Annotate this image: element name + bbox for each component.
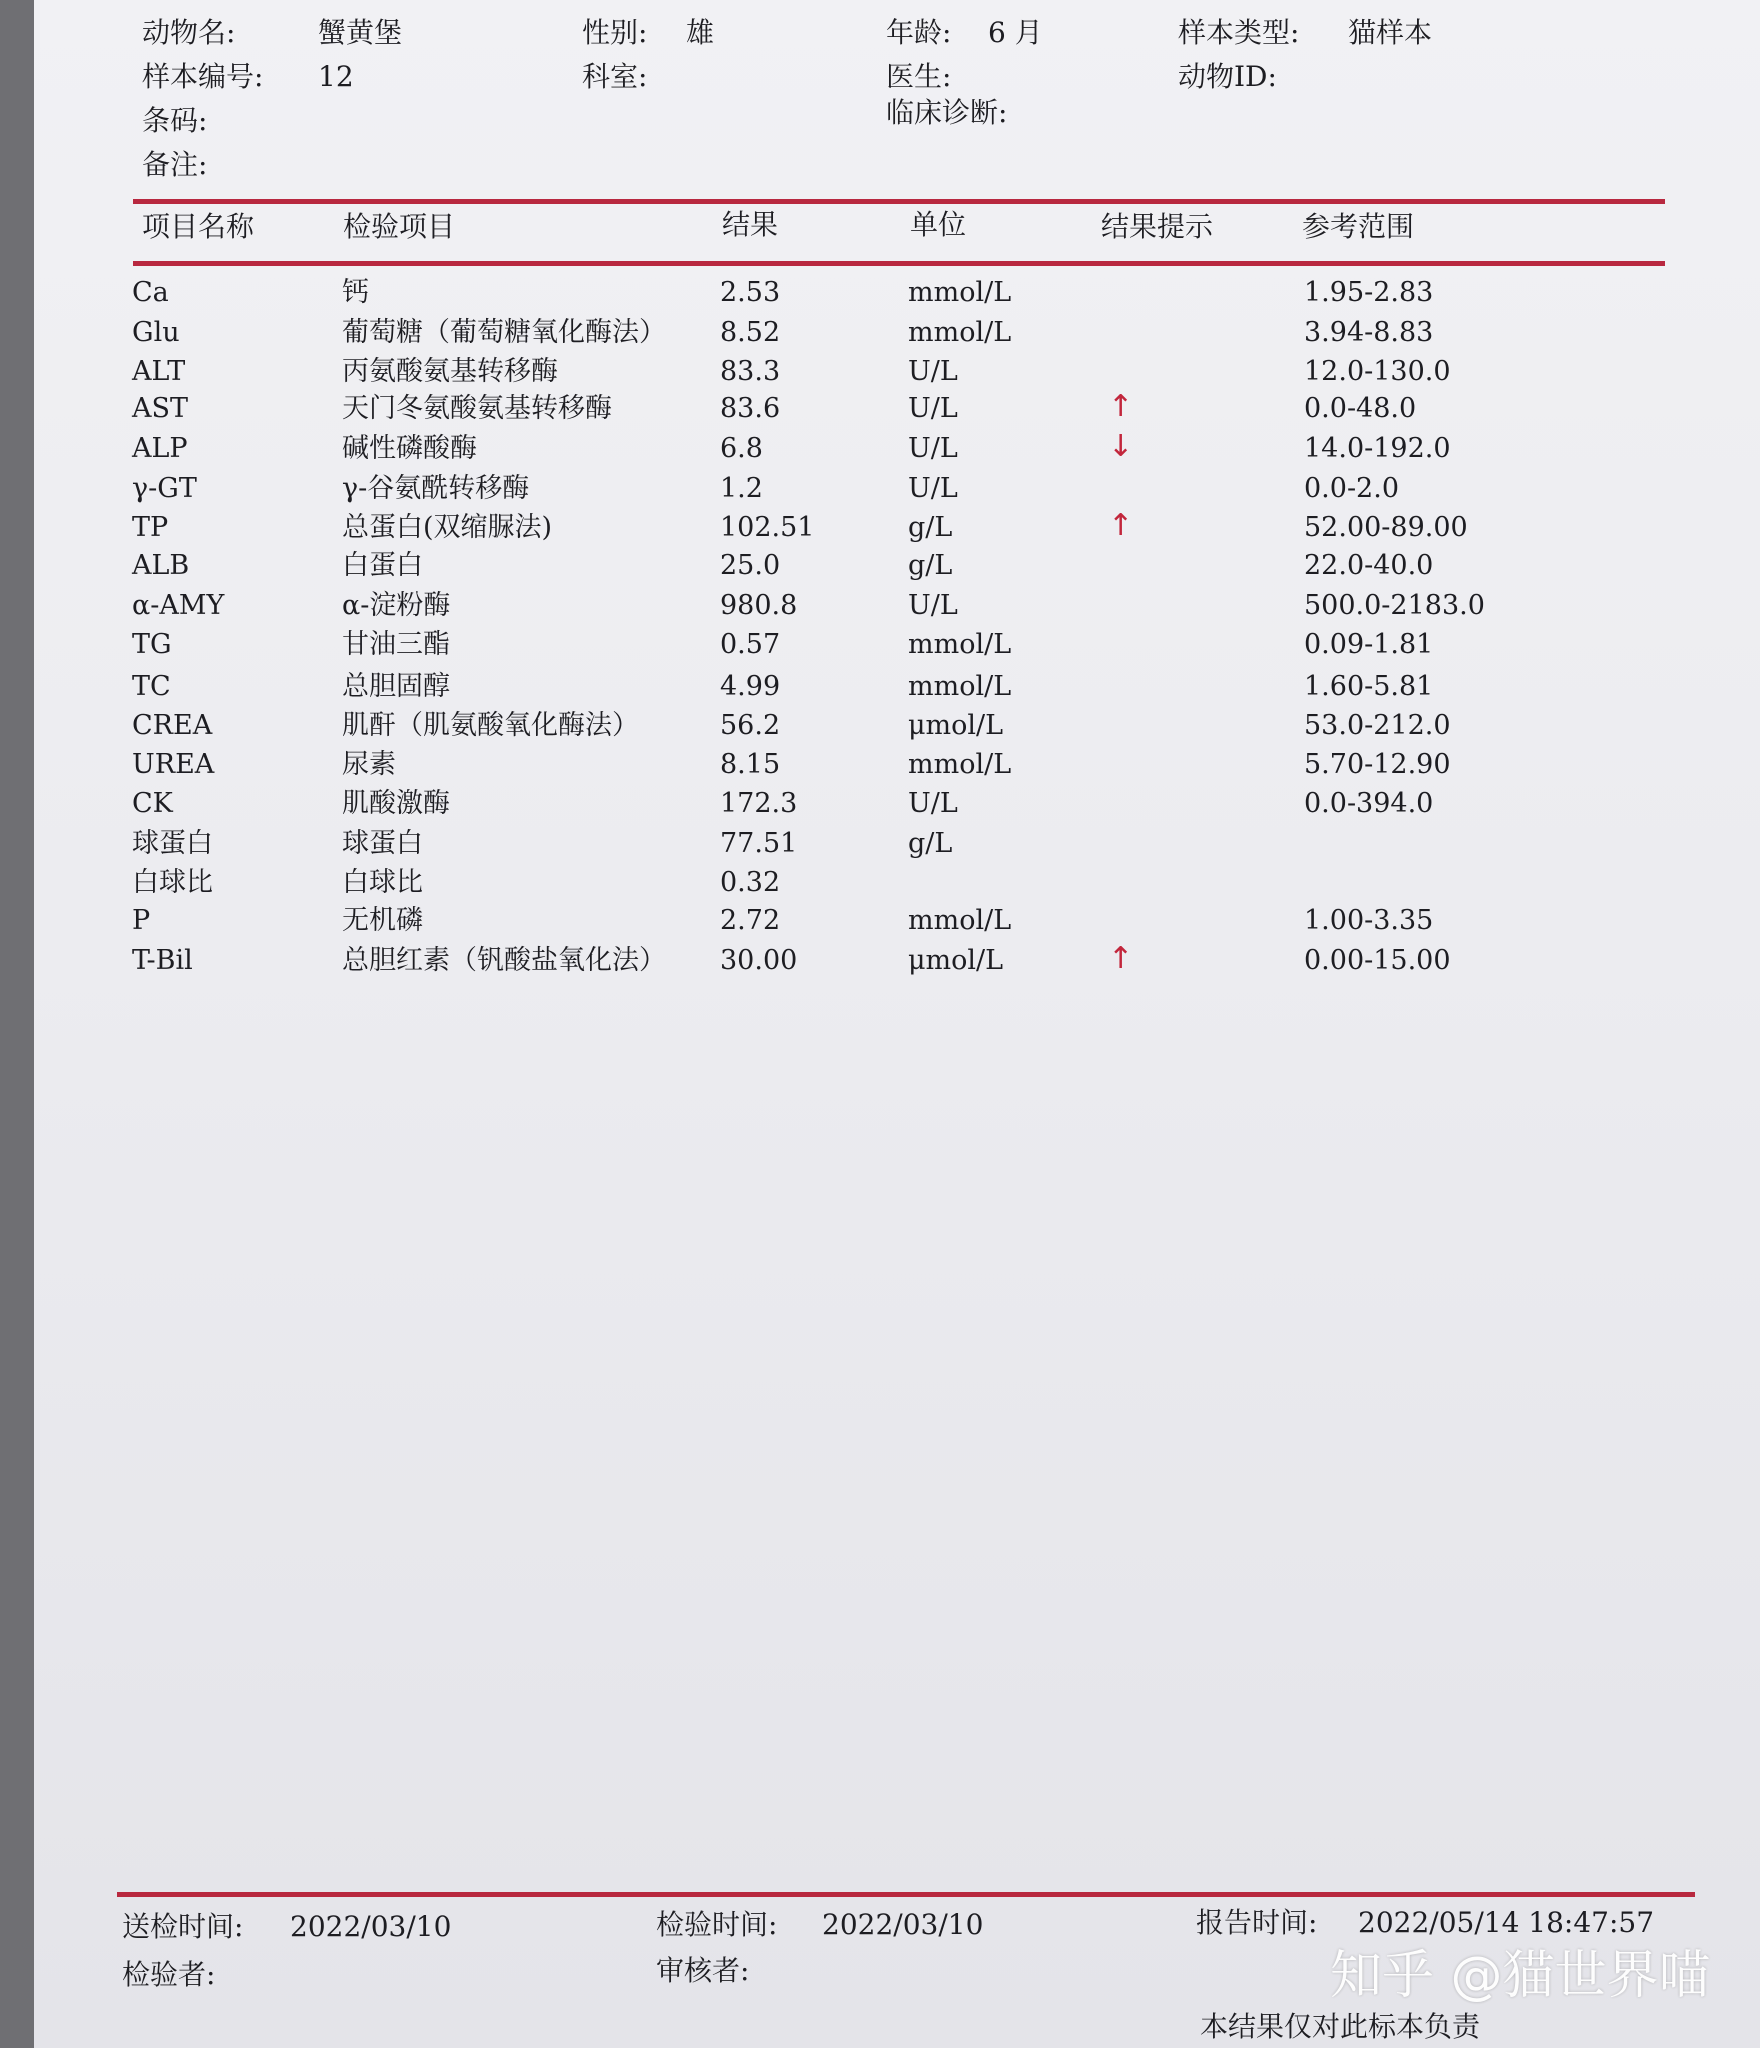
row-range: 14.0-192.0 xyxy=(1304,433,1451,464)
row-unit: mmol/L xyxy=(908,749,1012,780)
row-test-name: 天门冬氨酸氨基转移酶 xyxy=(342,393,612,424)
row-test-name: 肌酐（肌氨酸氧化酶法） xyxy=(342,710,639,741)
animal-name-label: 动物名: xyxy=(142,16,236,49)
col-header-range: 参考范围 xyxy=(1302,210,1415,243)
row-result: 1.2 xyxy=(720,473,763,504)
row-test-name: γ-谷氨酰转移酶 xyxy=(342,473,530,504)
row-test-name: 无机磷 xyxy=(342,905,423,936)
row-test-name: 尿素 xyxy=(342,749,396,780)
row-code: AST xyxy=(132,393,189,424)
age-value: 6 月 xyxy=(988,16,1043,49)
row-unit: U/L xyxy=(908,788,958,819)
row-test-name: 碱性磷酸酶 xyxy=(342,433,477,464)
row-code: γ-GT xyxy=(132,473,197,504)
table-row xyxy=(0,866,1760,904)
row-unit: mmol/L xyxy=(908,629,1012,660)
row-result: 83.3 xyxy=(720,356,781,387)
row-code: TC xyxy=(132,671,171,702)
table-row xyxy=(0,589,1760,627)
row-code: ALT xyxy=(132,356,186,387)
row-result: 2.53 xyxy=(720,277,781,308)
table-row xyxy=(0,748,1760,786)
row-unit: mmol/L xyxy=(908,277,1012,308)
flag-high-arrow-icon: ↑ xyxy=(1108,508,1134,543)
disclaimer: 本结果仅对此标本负责 xyxy=(1200,2010,1481,2043)
table-row xyxy=(0,472,1760,510)
sample-no-label: 样本编号: xyxy=(142,60,264,93)
table-row xyxy=(0,429,1760,470)
row-code: CK xyxy=(132,788,173,819)
table-row xyxy=(0,316,1760,354)
row-unit: mmol/L xyxy=(908,671,1012,702)
row-result: 0.32 xyxy=(720,867,781,898)
row-test-name: 总胆红素（钒酸盐氧化法） xyxy=(342,945,666,976)
flag-high-arrow-icon: ↑ xyxy=(1108,389,1134,424)
table-row xyxy=(0,508,1760,549)
row-code: Glu xyxy=(132,317,180,348)
flag-high-arrow-icon: ↑ xyxy=(1108,941,1134,976)
row-range: 0.0-394.0 xyxy=(1304,788,1434,819)
report-time-label: 报告时间: xyxy=(1196,1906,1318,1939)
row-range: 0.09-1.81 xyxy=(1304,629,1434,660)
animal-name-value: 蟹黄堡 xyxy=(318,16,403,49)
row-code: CREA xyxy=(132,710,213,741)
row-code: ALB xyxy=(132,550,190,581)
row-unit: U/L xyxy=(908,433,958,464)
row-result: 77.51 xyxy=(720,828,798,859)
row-result: 102.51 xyxy=(720,512,815,543)
row-code: 球蛋白 xyxy=(132,828,213,859)
table-row xyxy=(0,904,1760,942)
department-label: 科室: xyxy=(582,60,648,93)
row-code: 白球比 xyxy=(132,867,213,898)
table-row xyxy=(0,628,1760,666)
row-unit: U/L xyxy=(908,473,958,504)
row-result: 6.8 xyxy=(720,433,763,464)
row-result: 56.2 xyxy=(720,710,781,741)
row-code: α-AMY xyxy=(132,590,225,621)
table-row xyxy=(0,827,1760,865)
row-range: 1.95-2.83 xyxy=(1304,277,1434,308)
row-test-name: 球蛋白 xyxy=(342,828,423,859)
col-header-result: 结果 xyxy=(722,208,779,241)
col-header-flag: 结果提示 xyxy=(1101,210,1214,243)
row-unit: U/L xyxy=(908,393,958,424)
sex-value: 雄 xyxy=(686,16,715,49)
watermark: 知乎 @猫世界喵 xyxy=(1330,1946,1711,2006)
col-header-unit: 单位 xyxy=(910,208,967,241)
row-result: 172.3 xyxy=(720,788,798,819)
row-code: T-Bil xyxy=(132,945,193,976)
row-range: 0.0-2.0 xyxy=(1304,473,1400,504)
row-range: 1.60-5.81 xyxy=(1304,671,1434,702)
row-test-name: 白球比 xyxy=(342,867,423,898)
row-test-name: 肌酸激酶 xyxy=(342,788,450,819)
row-result: 8.15 xyxy=(720,749,781,780)
row-unit: U/L xyxy=(908,356,958,387)
row-result: 25.0 xyxy=(720,550,781,581)
row-unit: μmol/L xyxy=(908,945,1004,976)
sex-label: 性别: xyxy=(582,16,648,49)
row-range: 52.00-89.00 xyxy=(1304,512,1468,543)
table-row xyxy=(0,787,1760,825)
row-unit: μmol/L xyxy=(908,710,1004,741)
header-top-rule xyxy=(133,199,1665,204)
row-unit: U/L xyxy=(908,590,958,621)
row-result: 0.57 xyxy=(720,629,781,660)
barcode-label: 条码: xyxy=(142,104,208,137)
row-unit: mmol/L xyxy=(908,317,1012,348)
row-unit: mmol/L xyxy=(908,905,1012,936)
row-test-name: 丙氨酸氨基转移酶 xyxy=(342,356,558,387)
sample-type-label: 样本类型: xyxy=(1178,16,1300,49)
row-result: 30.00 xyxy=(720,945,798,976)
row-range: 22.0-40.0 xyxy=(1304,550,1434,581)
table-row xyxy=(0,670,1760,708)
row-test-name: 钙 xyxy=(342,277,369,308)
row-range: 1.00-3.35 xyxy=(1304,905,1434,936)
row-code: ALP xyxy=(132,433,188,464)
reviewer-label: 审核者: xyxy=(656,1954,750,1987)
row-code: TP xyxy=(132,512,169,543)
row-unit: g/L xyxy=(908,550,953,581)
report-time-value: 2022/05/14 18:47:57 xyxy=(1358,1906,1655,1939)
row-result: 4.99 xyxy=(720,671,781,702)
age-label: 年龄: xyxy=(886,16,952,49)
table-row xyxy=(0,549,1760,587)
diagnosis-label: 临床诊断: xyxy=(886,96,1008,129)
col-header-name: 检验项目 xyxy=(343,210,456,243)
row-unit: g/L xyxy=(908,828,953,859)
row-range: 5.70-12.90 xyxy=(1304,749,1451,780)
row-range: 53.0-212.0 xyxy=(1304,710,1451,741)
table-row xyxy=(0,389,1760,430)
row-range: 500.0-2183.0 xyxy=(1304,590,1485,621)
test-time-value: 2022/03/10 xyxy=(822,1908,984,1941)
row-test-name: α-淀粉酶 xyxy=(342,590,451,621)
table-row xyxy=(0,709,1760,747)
row-range: 0.0-48.0 xyxy=(1304,393,1417,424)
submit-time-value: 2022/03/10 xyxy=(290,1910,452,1943)
header-bottom-rule xyxy=(133,261,1665,266)
row-test-name: 葡萄糖（葡萄糖氧化酶法） xyxy=(342,317,666,348)
tester-label: 检验者: xyxy=(122,1958,216,1991)
table-row xyxy=(0,941,1760,982)
row-test-name: 总胆固醇 xyxy=(342,671,450,702)
row-test-name: 总蛋白(双缩脲法) xyxy=(342,512,553,543)
row-result: 83.6 xyxy=(720,393,781,424)
remarks-label: 备注: xyxy=(142,148,208,181)
animal-id-label: 动物ID: xyxy=(1178,60,1277,93)
row-result: 980.8 xyxy=(720,590,798,621)
row-test-name: 白蛋白 xyxy=(342,550,423,581)
row-test-name: 甘油三酯 xyxy=(342,629,450,660)
test-time-label: 检验时间: xyxy=(656,1908,778,1941)
row-code: Ca xyxy=(132,277,169,308)
table-row xyxy=(0,276,1760,314)
row-range: 0.00-15.00 xyxy=(1304,945,1451,976)
row-code: TG xyxy=(132,629,172,660)
row-code: UREA xyxy=(132,749,215,780)
table-row xyxy=(0,355,1760,393)
row-unit: g/L xyxy=(908,512,953,543)
row-result: 8.52 xyxy=(720,317,781,348)
row-result: 2.72 xyxy=(720,905,781,936)
row-range: 12.0-130.0 xyxy=(1304,356,1451,387)
col-header-code: 项目名称 xyxy=(142,210,255,243)
sample-type-value: 猫样本 xyxy=(1348,16,1433,49)
footer-rule xyxy=(117,1892,1695,1897)
row-range: 3.94-8.83 xyxy=(1304,317,1434,348)
sample-no-value: 12 xyxy=(318,60,354,93)
submit-time-label: 送检时间: xyxy=(122,1910,244,1943)
flag-low-arrow-icon: ↓ xyxy=(1108,429,1134,464)
row-code: P xyxy=(132,905,151,936)
doctor-label: 医生: xyxy=(886,60,952,93)
